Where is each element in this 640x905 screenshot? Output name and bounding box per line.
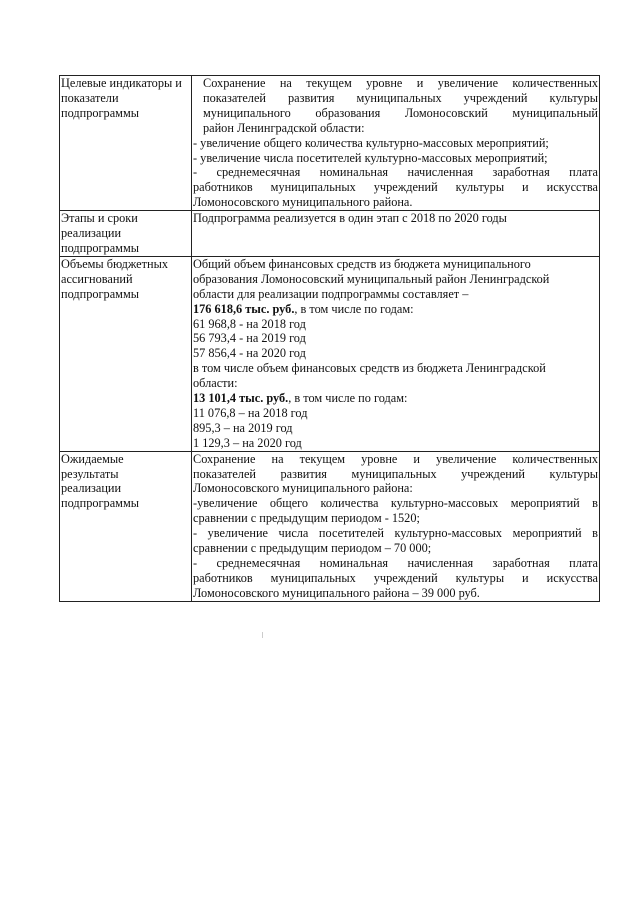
content-line: - среднемесячная номинальная начисленная заработная плата <box>193 165 598 180</box>
content-line: Ломоносовского муниципального района. <box>193 195 413 210</box>
row-content-cell <box>192 451 600 601</box>
content-line: -увеличение общего количества культурно-массовых мероприятий в <box>193 496 598 511</box>
row-label-line: подпрограммы <box>61 105 139 120</box>
content-line: Ломоносовского муниципального района: <box>193 481 413 496</box>
content-line: образования Ломоносовский муниципальный район Ленинградской <box>193 271 550 286</box>
content-line: - увеличение числа посетителей культурно-массовых мероприятий; <box>193 150 548 165</box>
by-years-text: , в том числе по годам: <box>294 301 414 316</box>
content-line <box>193 302 598 317</box>
row-label-line: Этапы и сроки <box>61 211 138 226</box>
subprogram-passport-table <box>59 75 600 602</box>
row-label-cell <box>60 451 192 601</box>
content-line: 56 793,4 - на 2019 год <box>193 331 306 346</box>
content-line: - среднемесячная номинальная начисленная заработная плата <box>193 556 598 570</box>
content-line: 1 129,3 – на 2020 год <box>193 435 302 450</box>
row-label-cell <box>60 211 192 257</box>
content-line: показателей развития муниципальных учреждений культуры <box>203 90 598 105</box>
row-label-line: показатели <box>61 90 119 105</box>
row-label-line: Целевые индикаторы и <box>61 76 182 90</box>
row-label-line: подпрограммы <box>61 286 139 301</box>
row-label-line: подпрограммы <box>61 496 139 511</box>
content-line: сравнении с предыдущим периодом - 1520; <box>193 511 420 526</box>
row-label-line: подпрограммы <box>61 240 139 255</box>
row-label-line: Объемы бюджетных <box>61 256 168 271</box>
row-label-cell <box>60 256 192 451</box>
content-line: области: <box>193 376 238 391</box>
content-line: Сохранение на текущем уровне и увеличение количественных <box>203 76 598 90</box>
content-line: - увеличение общего количества культурно-массовых мероприятий; <box>193 135 549 150</box>
row-label-cell <box>60 76 192 211</box>
content-line: муниципального образования Ломоносовский муниципальный <box>203 105 598 120</box>
content-line: - увеличение числа посетителей культурно-массовых мероприятий в <box>193 526 598 541</box>
content-line: в том числе объем финансовых средств из бюджета Ленинградской <box>193 361 546 376</box>
row-label-line: реализации <box>61 226 122 241</box>
content-line: Сохранение на текущем уровне и увеличение количественных <box>193 451 598 466</box>
row-label-line: Ожидаемые <box>61 451 124 466</box>
table-row-budget-volumes <box>60 256 600 451</box>
content-line: работников муниципальных учреждений культуры и искусства <box>193 570 598 585</box>
content-line: сравнении с предыдущим периодом – 70 000; <box>193 541 432 556</box>
total-amount: 176 618,6 тыс. руб. <box>193 301 295 316</box>
content-line: Ломоносовского муниципального района – 39 000 руб. <box>193 585 480 600</box>
content-line: работников муниципальных учреждений культуры и искусства <box>193 180 598 195</box>
content-line: показателей развития муниципальных учреждений культуры <box>193 466 598 481</box>
row-content-cell <box>192 211 600 257</box>
content-line: 11 076,8 – на 2018 год <box>193 405 308 420</box>
row-label-line: реализации <box>61 481 122 496</box>
regional-amount: 13 101,4 тыс. руб. <box>193 391 289 406</box>
content-line: Подпрограмма реализуется в один этап с 2018 по 2020 годы <box>193 211 507 226</box>
by-years-text: , в том числе по годам: <box>288 391 408 406</box>
content-line: 57 856,4 - на 2020 год <box>193 346 306 361</box>
content-line <box>193 391 598 406</box>
table-row-expected-results <box>60 451 600 601</box>
content-line: области для реализации подпрограммы составляет – <box>193 286 469 301</box>
row-content-cell <box>192 76 600 211</box>
row-label-line: результаты <box>61 466 119 481</box>
row-label-line: ассигнований <box>61 271 133 286</box>
scan-mark <box>262 632 263 638</box>
row-content-cell <box>192 256 600 451</box>
table-row-stages-terms <box>60 211 600 257</box>
content-line: 895,3 – на 2019 год <box>193 420 293 435</box>
content-line: Общий объем финансовых средств из бюджета муниципального <box>193 256 531 271</box>
content-line: район Ленинградской области: <box>203 120 365 135</box>
table-row-target-indicators <box>60 76 600 211</box>
content-line: 61 968,8 - на 2018 год <box>193 316 306 331</box>
